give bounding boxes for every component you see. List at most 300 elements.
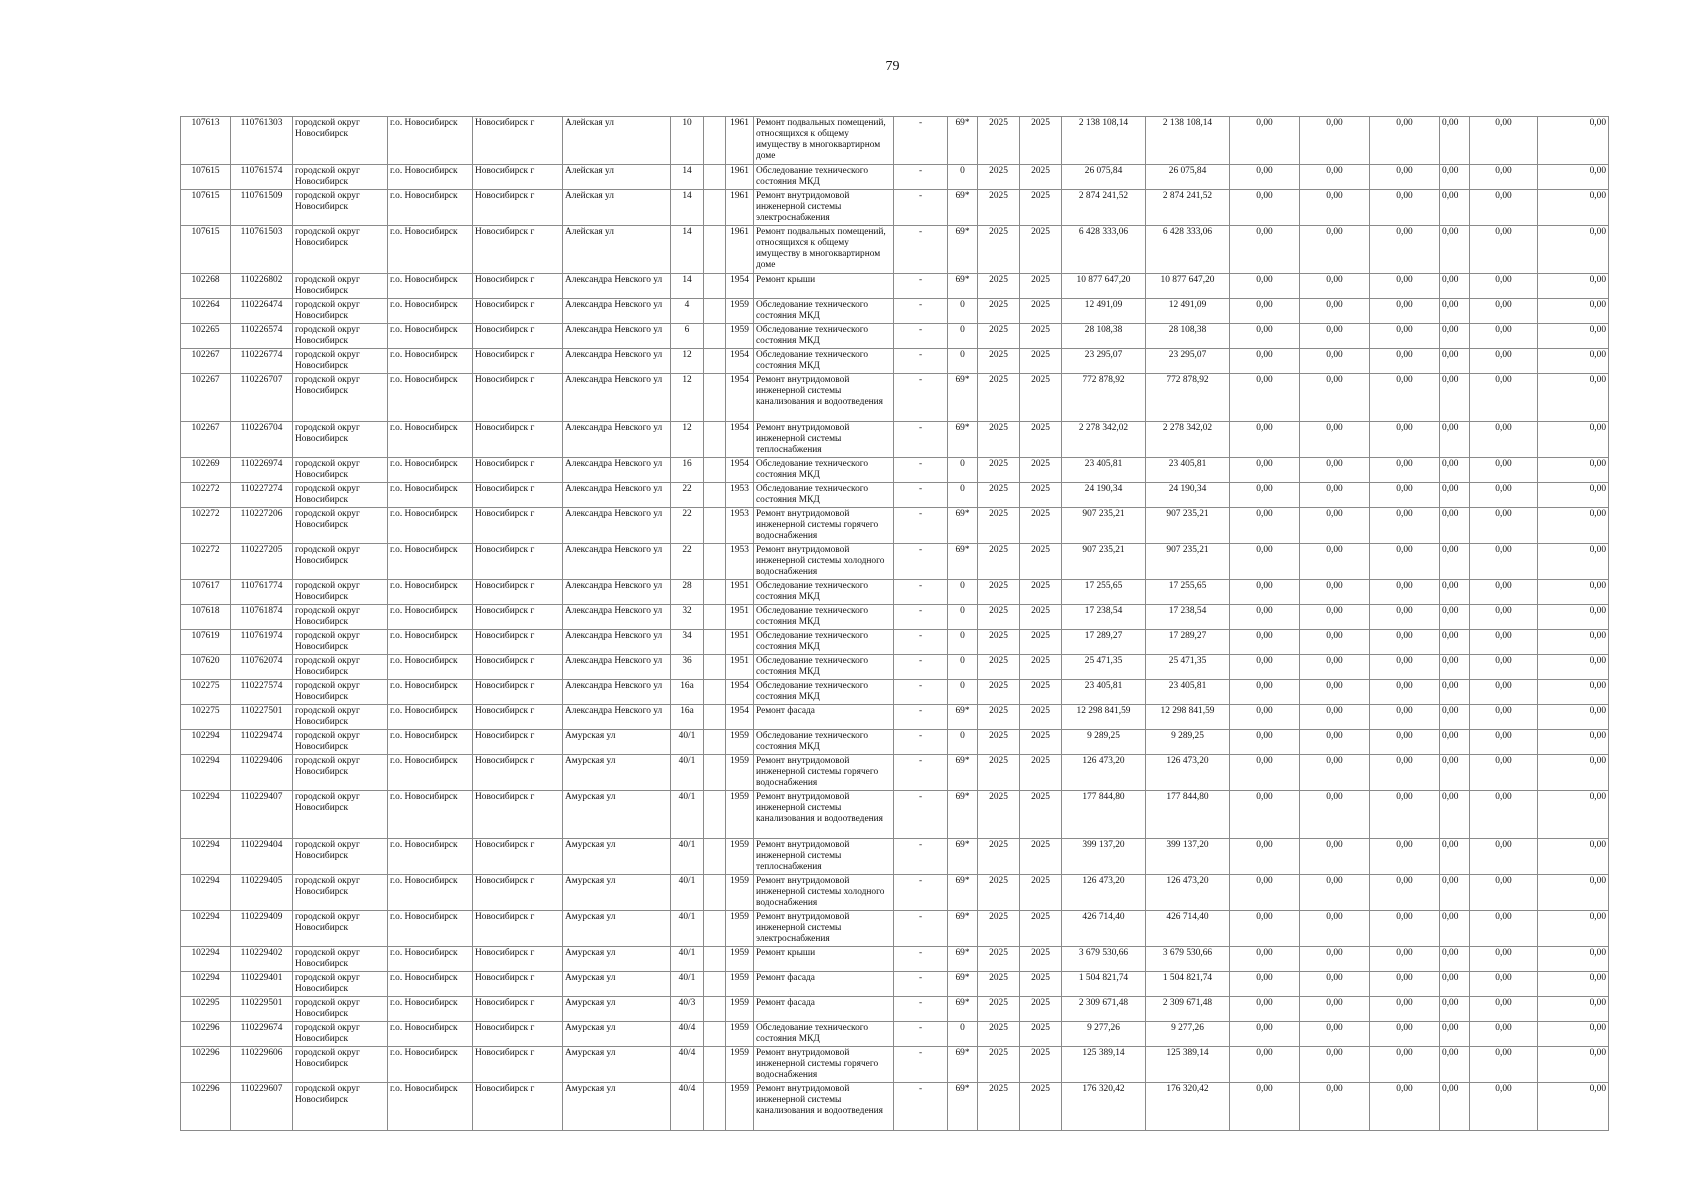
urban-okrug-cell: г.о. Новосибирск	[388, 605, 473, 630]
fund-cost-cell: 25 471,35	[1146, 655, 1230, 680]
urban-okrug-cell: г.о. Новосибирск	[388, 274, 473, 299]
dash-cell: -	[894, 1083, 948, 1131]
street-cell: Александра Невского ул	[563, 324, 671, 349]
wear-percent-cell: 69*	[948, 997, 978, 1022]
street-cell: Александра Невского ул	[563, 458, 671, 483]
house-letter-cell	[704, 705, 726, 730]
settlement-cell: Новосибирск г	[473, 165, 563, 190]
fund-cost-cell: 126 473,20	[1146, 875, 1230, 911]
house-letter-cell	[704, 324, 726, 349]
build-year-cell: 1954	[726, 680, 754, 705]
work-type-cell: Ремонт внутридомовой инженерной системы канализования и водоотведения	[754, 791, 894, 839]
remaining-funds-cell: 0,00	[1538, 911, 1609, 947]
federal-funds-cell: 0,00	[1230, 190, 1300, 226]
work-code-cell: 110761774	[231, 580, 293, 605]
dash-cell: -	[894, 299, 948, 324]
fund-cost-cell: 2 874 241,52	[1146, 190, 1230, 226]
house-number-cell: 34	[671, 630, 704, 655]
other-funds-cell: 0,00	[1470, 972, 1538, 997]
work-code-cell: 110229409	[231, 911, 293, 947]
start-year-cell: 2025	[978, 458, 1020, 483]
federal-funds-cell: 0,00	[1230, 705, 1300, 730]
record-id-cell: 102267	[181, 422, 231, 458]
work-type-cell: Ремонт внутридомовой инженерной системы электроснабжения	[754, 911, 894, 947]
record-id-cell: 107620	[181, 655, 231, 680]
federal-funds-cell: 0,00	[1230, 274, 1300, 299]
end-year-cell: 2025	[1020, 755, 1062, 791]
regional-funds-cell: 0,00	[1300, 165, 1370, 190]
house-letter-cell	[704, 791, 726, 839]
municipal-district-cell: городской округ Новосибирск	[293, 839, 388, 875]
record-id-cell: 102294	[181, 947, 231, 972]
local-funds-cell: 0,00	[1370, 1083, 1440, 1131]
total-cost-cell: 12 298 841,59	[1062, 705, 1146, 730]
settlement-cell: Новосибирск г	[473, 508, 563, 544]
municipal-district-cell: городской округ Новосибирск	[293, 508, 388, 544]
street-cell: Александра Невского ул	[563, 580, 671, 605]
record-id-cell: 102268	[181, 274, 231, 299]
federal-funds-cell: 0,00	[1230, 997, 1300, 1022]
owner-funds-cell: 0,00	[1440, 839, 1470, 875]
house-letter-cell	[704, 997, 726, 1022]
wear-percent-cell: 69*	[948, 508, 978, 544]
regional-funds-cell: 0,00	[1300, 911, 1370, 947]
other-funds-cell: 0,00	[1470, 875, 1538, 911]
house-letter-cell	[704, 190, 726, 226]
work-code-cell: 110762074	[231, 655, 293, 680]
work-code-cell: 110229402	[231, 947, 293, 972]
urban-okrug-cell: г.о. Новосибирск	[388, 508, 473, 544]
wear-percent-cell: 69*	[948, 1047, 978, 1083]
owner-funds-cell: 0,00	[1440, 630, 1470, 655]
wear-percent-cell: 69*	[948, 544, 978, 580]
work-type-cell: Обследование технического состояния МКД	[754, 605, 894, 630]
work-code-cell: 110227206	[231, 508, 293, 544]
house-number-cell: 32	[671, 605, 704, 630]
total-cost-cell: 17 289,27	[1062, 630, 1146, 655]
table-row	[181, 374, 1609, 422]
wear-percent-cell: 0	[948, 680, 978, 705]
street-cell: Александра Невского ул	[563, 544, 671, 580]
owner-funds-cell: 0,00	[1440, 580, 1470, 605]
federal-funds-cell: 0,00	[1230, 483, 1300, 508]
local-funds-cell: 0,00	[1370, 165, 1440, 190]
dash-cell: -	[894, 374, 948, 422]
table-row	[181, 349, 1609, 374]
start-year-cell: 2025	[978, 1083, 1020, 1131]
local-funds-cell: 0,00	[1370, 839, 1440, 875]
settlement-cell: Новосибирск г	[473, 1047, 563, 1083]
end-year-cell: 2025	[1020, 947, 1062, 972]
wear-percent-cell: 69*	[948, 755, 978, 791]
work-type-cell: Обследование технического состояния МКД	[754, 299, 894, 324]
record-id-cell: 102294	[181, 911, 231, 947]
work-type-cell: Обследование технического состояния МКД	[754, 1022, 894, 1047]
owner-funds-cell: 0,00	[1440, 374, 1470, 422]
end-year-cell: 2025	[1020, 791, 1062, 839]
municipal-district-cell: городской округ Новосибирск	[293, 972, 388, 997]
build-year-cell: 1959	[726, 1022, 754, 1047]
work-code-cell: 110761503	[231, 226, 293, 274]
fund-cost-cell: 3 679 530,66	[1146, 947, 1230, 972]
work-code-cell: 110226704	[231, 422, 293, 458]
start-year-cell: 2025	[978, 655, 1020, 680]
other-funds-cell: 0,00	[1470, 483, 1538, 508]
urban-okrug-cell: г.о. Новосибирск	[388, 374, 473, 422]
dash-cell: -	[894, 190, 948, 226]
regional-funds-cell: 0,00	[1300, 117, 1370, 165]
record-id-cell: 107615	[181, 165, 231, 190]
remaining-funds-cell: 0,00	[1538, 422, 1609, 458]
other-funds-cell: 0,00	[1470, 997, 1538, 1022]
street-cell: Амурская ул	[563, 1083, 671, 1131]
local-funds-cell: 0,00	[1370, 755, 1440, 791]
regional-funds-cell: 0,00	[1300, 274, 1370, 299]
settlement-cell: Новосибирск г	[473, 580, 563, 605]
house-letter-cell	[704, 839, 726, 875]
record-id-cell: 107615	[181, 190, 231, 226]
municipal-district-cell: городской округ Новосибирск	[293, 755, 388, 791]
start-year-cell: 2025	[978, 226, 1020, 274]
work-code-cell: 110226774	[231, 349, 293, 374]
fund-cost-cell: 9 289,25	[1146, 730, 1230, 755]
federal-funds-cell: 0,00	[1230, 972, 1300, 997]
fund-cost-cell: 17 289,27	[1146, 630, 1230, 655]
street-cell: Алейская ул	[563, 165, 671, 190]
other-funds-cell: 0,00	[1470, 1022, 1538, 1047]
remaining-funds-cell: 0,00	[1538, 190, 1609, 226]
table-row	[181, 1047, 1609, 1083]
dash-cell: -	[894, 875, 948, 911]
settlement-cell: Новосибирск г	[473, 1022, 563, 1047]
house-letter-cell	[704, 544, 726, 580]
work-code-cell: 110229674	[231, 1022, 293, 1047]
street-cell: Александра Невского ул	[563, 605, 671, 630]
other-funds-cell: 0,00	[1470, 1083, 1538, 1131]
dash-cell: -	[894, 274, 948, 299]
work-code-cell: 110761303	[231, 117, 293, 165]
local-funds-cell: 0,00	[1370, 580, 1440, 605]
start-year-cell: 2025	[978, 117, 1020, 165]
fund-cost-cell: 2 309 671,48	[1146, 997, 1230, 1022]
owner-funds-cell: 0,00	[1440, 226, 1470, 274]
house-letter-cell	[704, 1083, 726, 1131]
house-letter-cell	[704, 1047, 726, 1083]
regional-funds-cell: 0,00	[1300, 875, 1370, 911]
regional-funds-cell: 0,00	[1300, 374, 1370, 422]
start-year-cell: 2025	[978, 544, 1020, 580]
remaining-funds-cell: 0,00	[1538, 1047, 1609, 1083]
house-letter-cell	[704, 349, 726, 374]
build-year-cell: 1951	[726, 605, 754, 630]
record-id-cell: 102272	[181, 483, 231, 508]
settlement-cell: Новосибирск г	[473, 349, 563, 374]
build-year-cell: 1954	[726, 458, 754, 483]
remaining-funds-cell: 0,00	[1538, 680, 1609, 705]
house-number-cell: 40/1	[671, 839, 704, 875]
remaining-funds-cell: 0,00	[1538, 730, 1609, 755]
build-year-cell: 1959	[726, 755, 754, 791]
owner-funds-cell: 0,00	[1440, 755, 1470, 791]
work-type-cell: Обследование технического состояния МКД	[754, 165, 894, 190]
record-id-cell: 102267	[181, 374, 231, 422]
register-body	[181, 117, 1609, 1131]
fund-cost-cell: 17 238,54	[1146, 605, 1230, 630]
owner-funds-cell: 0,00	[1440, 299, 1470, 324]
settlement-cell: Новосибирск г	[473, 680, 563, 705]
start-year-cell: 2025	[978, 875, 1020, 911]
owner-funds-cell: 0,00	[1440, 605, 1470, 630]
house-letter-cell	[704, 580, 726, 605]
other-funds-cell: 0,00	[1470, 680, 1538, 705]
end-year-cell: 2025	[1020, 730, 1062, 755]
work-type-cell: Ремонт внутридомовой инженерной системы холодного водоснабжения	[754, 875, 894, 911]
local-funds-cell: 0,00	[1370, 875, 1440, 911]
local-funds-cell: 0,00	[1370, 705, 1440, 730]
house-letter-cell	[704, 483, 726, 508]
street-cell: Амурская ул	[563, 911, 671, 947]
regional-funds-cell: 0,00	[1300, 605, 1370, 630]
urban-okrug-cell: г.о. Новосибирск	[388, 165, 473, 190]
other-funds-cell: 0,00	[1470, 705, 1538, 730]
regional-funds-cell: 0,00	[1300, 299, 1370, 324]
record-id-cell: 102272	[181, 544, 231, 580]
house-letter-cell	[704, 605, 726, 630]
house-letter-cell	[704, 730, 726, 755]
dash-cell: -	[894, 324, 948, 349]
start-year-cell: 2025	[978, 1047, 1020, 1083]
remaining-funds-cell: 0,00	[1538, 791, 1609, 839]
record-id-cell: 102294	[181, 755, 231, 791]
urban-okrug-cell: г.о. Новосибирск	[388, 839, 473, 875]
table-row	[181, 730, 1609, 755]
wear-percent-cell: 0	[948, 483, 978, 508]
total-cost-cell: 24 190,34	[1062, 483, 1146, 508]
total-cost-cell: 9 289,25	[1062, 730, 1146, 755]
remaining-funds-cell: 0,00	[1538, 483, 1609, 508]
work-type-cell: Ремонт фасада	[754, 972, 894, 997]
work-type-cell: Ремонт внутридомовой инженерной системы теплоснабжения	[754, 839, 894, 875]
other-funds-cell: 0,00	[1470, 1047, 1538, 1083]
federal-funds-cell: 0,00	[1230, 680, 1300, 705]
table-row	[181, 911, 1609, 947]
total-cost-cell: 6 428 333,06	[1062, 226, 1146, 274]
wear-percent-cell: 69*	[948, 117, 978, 165]
house-number-cell: 22	[671, 508, 704, 544]
record-id-cell: 107619	[181, 630, 231, 655]
fund-cost-cell: 24 190,34	[1146, 483, 1230, 508]
urban-okrug-cell: г.о. Новосибирск	[388, 580, 473, 605]
regional-funds-cell: 0,00	[1300, 1022, 1370, 1047]
municipal-district-cell: городской округ Новосибирск	[293, 911, 388, 947]
remaining-funds-cell: 0,00	[1538, 972, 1609, 997]
dash-cell: -	[894, 655, 948, 680]
urban-okrug-cell: г.о. Новосибирск	[388, 483, 473, 508]
house-number-cell: 40/4	[671, 1047, 704, 1083]
table-row	[181, 274, 1609, 299]
municipal-district-cell: городской округ Новосибирск	[293, 580, 388, 605]
federal-funds-cell: 0,00	[1230, 730, 1300, 755]
work-code-cell: 110229404	[231, 839, 293, 875]
work-type-cell: Ремонт внутридомовой инженерной системы горячего водоснабжения	[754, 1047, 894, 1083]
record-id-cell: 102264	[181, 299, 231, 324]
table-row	[181, 630, 1609, 655]
street-cell: Амурская ул	[563, 1047, 671, 1083]
total-cost-cell: 907 235,21	[1062, 508, 1146, 544]
local-funds-cell: 0,00	[1370, 1022, 1440, 1047]
wear-percent-cell: 69*	[948, 705, 978, 730]
regional-funds-cell: 0,00	[1300, 680, 1370, 705]
regional-funds-cell: 0,00	[1300, 349, 1370, 374]
street-cell: Александра Невского ул	[563, 274, 671, 299]
settlement-cell: Новосибирск г	[473, 374, 563, 422]
municipal-district-cell: городской округ Новосибирск	[293, 705, 388, 730]
street-cell: Александра Невского ул	[563, 299, 671, 324]
work-type-cell: Обследование технического состояния МКД	[754, 458, 894, 483]
municipal-district-cell: городской округ Новосибирск	[293, 875, 388, 911]
other-funds-cell: 0,00	[1470, 422, 1538, 458]
end-year-cell: 2025	[1020, 1047, 1062, 1083]
house-number-cell: 12	[671, 374, 704, 422]
end-year-cell: 2025	[1020, 875, 1062, 911]
table-row	[181, 972, 1609, 997]
regional-funds-cell: 0,00	[1300, 997, 1370, 1022]
urban-okrug-cell: г.о. Новосибирск	[388, 680, 473, 705]
start-year-cell: 2025	[978, 190, 1020, 226]
street-cell: Александра Невского ул	[563, 422, 671, 458]
federal-funds-cell: 0,00	[1230, 1022, 1300, 1047]
house-letter-cell	[704, 226, 726, 274]
record-id-cell: 102294	[181, 839, 231, 875]
start-year-cell: 2025	[978, 947, 1020, 972]
federal-funds-cell: 0,00	[1230, 299, 1300, 324]
house-letter-cell	[704, 117, 726, 165]
settlement-cell: Новосибирск г	[473, 839, 563, 875]
build-year-cell: 1959	[726, 299, 754, 324]
settlement-cell: Новосибирск г	[473, 655, 563, 680]
house-letter-cell	[704, 875, 726, 911]
urban-okrug-cell: г.о. Новосибирск	[388, 117, 473, 165]
urban-okrug-cell: г.о. Новосибирск	[388, 544, 473, 580]
other-funds-cell: 0,00	[1470, 655, 1538, 680]
regional-funds-cell: 0,00	[1300, 1047, 1370, 1083]
municipal-district-cell: городской округ Новосибирск	[293, 655, 388, 680]
regional-funds-cell: 0,00	[1300, 655, 1370, 680]
federal-funds-cell: 0,00	[1230, 165, 1300, 190]
local-funds-cell: 0,00	[1370, 458, 1440, 483]
municipal-district-cell: городской округ Новосибирск	[293, 190, 388, 226]
municipal-district-cell: городской округ Новосибирск	[293, 274, 388, 299]
build-year-cell: 1961	[726, 190, 754, 226]
end-year-cell: 2025	[1020, 422, 1062, 458]
end-year-cell: 2025	[1020, 458, 1062, 483]
local-funds-cell: 0,00	[1370, 190, 1440, 226]
street-cell: Амурская ул	[563, 791, 671, 839]
urban-okrug-cell: г.о. Новосибирск	[388, 349, 473, 374]
street-cell: Александра Невского ул	[563, 655, 671, 680]
end-year-cell: 2025	[1020, 508, 1062, 544]
urban-okrug-cell: г.о. Новосибирск	[388, 730, 473, 755]
municipal-district-cell: городской округ Новосибирск	[293, 117, 388, 165]
build-year-cell: 1961	[726, 165, 754, 190]
end-year-cell: 2025	[1020, 349, 1062, 374]
build-year-cell: 1959	[726, 791, 754, 839]
build-year-cell: 1959	[726, 947, 754, 972]
work-code-cell: 110226974	[231, 458, 293, 483]
house-number-cell: 40/3	[671, 997, 704, 1022]
local-funds-cell: 0,00	[1370, 324, 1440, 349]
build-year-cell: 1954	[726, 349, 754, 374]
street-cell: Алейская ул	[563, 226, 671, 274]
total-cost-cell: 17 255,65	[1062, 580, 1146, 605]
build-year-cell: 1951	[726, 630, 754, 655]
other-funds-cell: 0,00	[1470, 324, 1538, 349]
regional-funds-cell: 0,00	[1300, 1083, 1370, 1131]
house-letter-cell	[704, 165, 726, 190]
dash-cell: -	[894, 839, 948, 875]
owner-funds-cell: 0,00	[1440, 165, 1470, 190]
local-funds-cell: 0,00	[1370, 374, 1440, 422]
municipal-district-cell: городской округ Новосибирск	[293, 947, 388, 972]
local-funds-cell: 0,00	[1370, 544, 1440, 580]
record-id-cell: 102296	[181, 1083, 231, 1131]
total-cost-cell: 1 504 821,74	[1062, 972, 1146, 997]
owner-funds-cell: 0,00	[1440, 422, 1470, 458]
record-id-cell: 107618	[181, 605, 231, 630]
total-cost-cell: 399 137,20	[1062, 839, 1146, 875]
dash-cell: -	[894, 972, 948, 997]
remaining-funds-cell: 0,00	[1538, 947, 1609, 972]
build-year-cell: 1961	[726, 117, 754, 165]
municipal-district-cell: городской округ Новосибирск	[293, 544, 388, 580]
start-year-cell: 2025	[978, 299, 1020, 324]
table-row	[181, 791, 1609, 839]
table-row	[181, 422, 1609, 458]
build-year-cell: 1954	[726, 274, 754, 299]
other-funds-cell: 0,00	[1470, 299, 1538, 324]
municipal-district-cell: городской округ Новосибирск	[293, 630, 388, 655]
street-cell: Алейская ул	[563, 190, 671, 226]
fund-cost-cell: 126 473,20	[1146, 755, 1230, 791]
start-year-cell: 2025	[978, 165, 1020, 190]
federal-funds-cell: 0,00	[1230, 630, 1300, 655]
fund-cost-cell: 28 108,38	[1146, 324, 1230, 349]
dash-cell: -	[894, 730, 948, 755]
owner-funds-cell: 0,00	[1440, 1047, 1470, 1083]
regional-funds-cell: 0,00	[1300, 791, 1370, 839]
wear-percent-cell: 69*	[948, 190, 978, 226]
house-number-cell: 12	[671, 422, 704, 458]
federal-funds-cell: 0,00	[1230, 226, 1300, 274]
house-number-cell: 40/1	[671, 911, 704, 947]
house-number-cell: 16а	[671, 680, 704, 705]
municipal-district-cell: городской округ Новосибирск	[293, 349, 388, 374]
table-row	[181, 605, 1609, 630]
street-cell: Амурская ул	[563, 972, 671, 997]
municipal-district-cell: городской округ Новосибирск	[293, 1083, 388, 1131]
remaining-funds-cell: 0,00	[1538, 458, 1609, 483]
settlement-cell: Новосибирск г	[473, 755, 563, 791]
wear-percent-cell: 69*	[948, 274, 978, 299]
end-year-cell: 2025	[1020, 117, 1062, 165]
local-funds-cell: 0,00	[1370, 730, 1440, 755]
fund-cost-cell: 2 278 342,02	[1146, 422, 1230, 458]
municipal-district-cell: городской округ Новосибирск	[293, 165, 388, 190]
work-type-cell: Ремонт внутридомовой инженерной системы канализования и водоотведения	[754, 1083, 894, 1131]
work-code-cell: 110229501	[231, 997, 293, 1022]
table-row	[181, 226, 1609, 274]
table-row	[181, 299, 1609, 324]
